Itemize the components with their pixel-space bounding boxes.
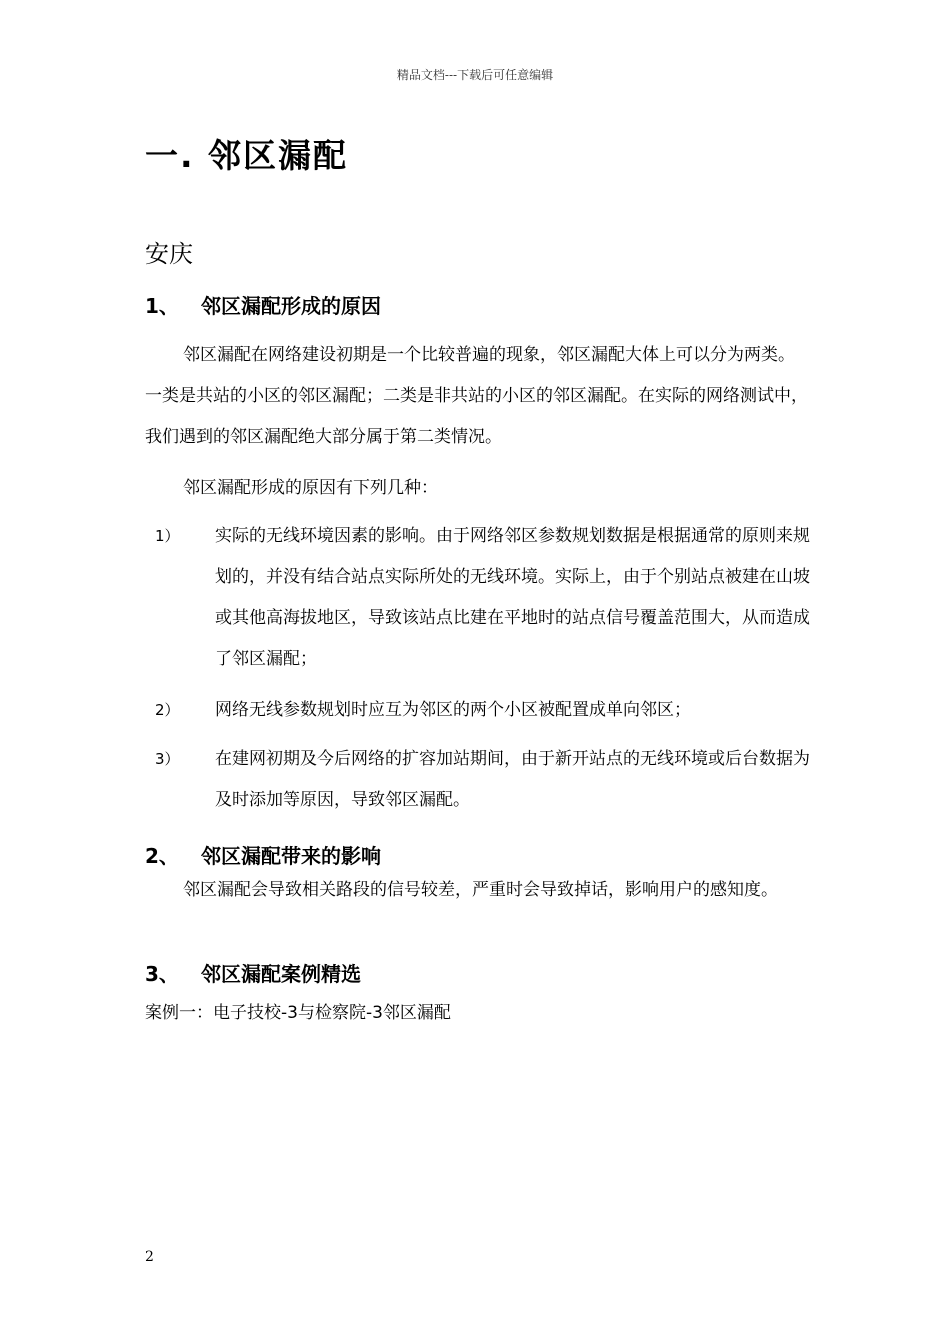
section-heading-2 — [145, 840, 381, 869]
list-item-text: 实际的无线环境因素的影响。由于网络邻区参数规划数据是根据通常的原则来规划的，并没有结合站点实际所处的无线环境。实际上，由于个别站点被建在山坡或其他高海拔地区，导致该站点比建在平地时的站点信号覆盖范围大，从而造成了邻区漏配； — [215, 526, 810, 669]
section-number: 3、 — [145, 962, 179, 986]
list-item-number: 2） — [155, 701, 180, 719]
section-title: 邻区漏配案例精选 — [201, 962, 361, 986]
list-item-number: 1） — [155, 527, 180, 545]
chapter-title: 一. 邻区漏配 — [145, 136, 349, 175]
case-title: 案例一：电子技校-3与检察院-3邻区漏配 — [145, 1003, 451, 1023]
list-item — [155, 739, 815, 821]
list-item-number: 3） — [155, 750, 180, 768]
page-number: 2 — [145, 1249, 154, 1265]
section-title: 邻区漏配带来的影响 — [201, 844, 381, 868]
paragraph-causes-intro: 邻区漏配在网络建设初期是一个比较普遍的现象，邻区漏配大体上可以分为两类。一类是共站的小区的邻区漏配；二类是非共站的小区的邻区漏配。在实际的网络测试中，我们遇到的邻区漏配绝大部分属于第二类情况。 — [145, 345, 808, 447]
list-item — [155, 690, 815, 731]
section-number: 1、 — [145, 294, 179, 318]
section-heading-3 — [145, 958, 361, 987]
section-number: 2、 — [145, 844, 179, 868]
list-item-text: 在建网初期及今后网络的扩容加站期间，由于新开站点的无线环境或后台数据为及时添加等原因，导致邻区漏配。 — [215, 749, 810, 810]
paragraph-causes-list-intro: 邻区漏配形成的原因有下列几种： — [183, 478, 438, 498]
city-heading: 安庆 — [145, 240, 193, 268]
paragraph-impact: 邻区漏配会导致相关路段的信号较差，严重时会导致掉话，影响用户的感知度。 — [183, 880, 778, 900]
list-item — [155, 516, 815, 680]
section-heading-1 — [145, 290, 381, 319]
section-title: 邻区漏配形成的原因 — [201, 294, 381, 318]
list-item-text: 网络无线参数规划时应互为邻区的两个小区被配置成单向邻区； — [215, 700, 691, 720]
page-header: 精品文档---下载后可任意编辑 — [396, 68, 554, 82]
